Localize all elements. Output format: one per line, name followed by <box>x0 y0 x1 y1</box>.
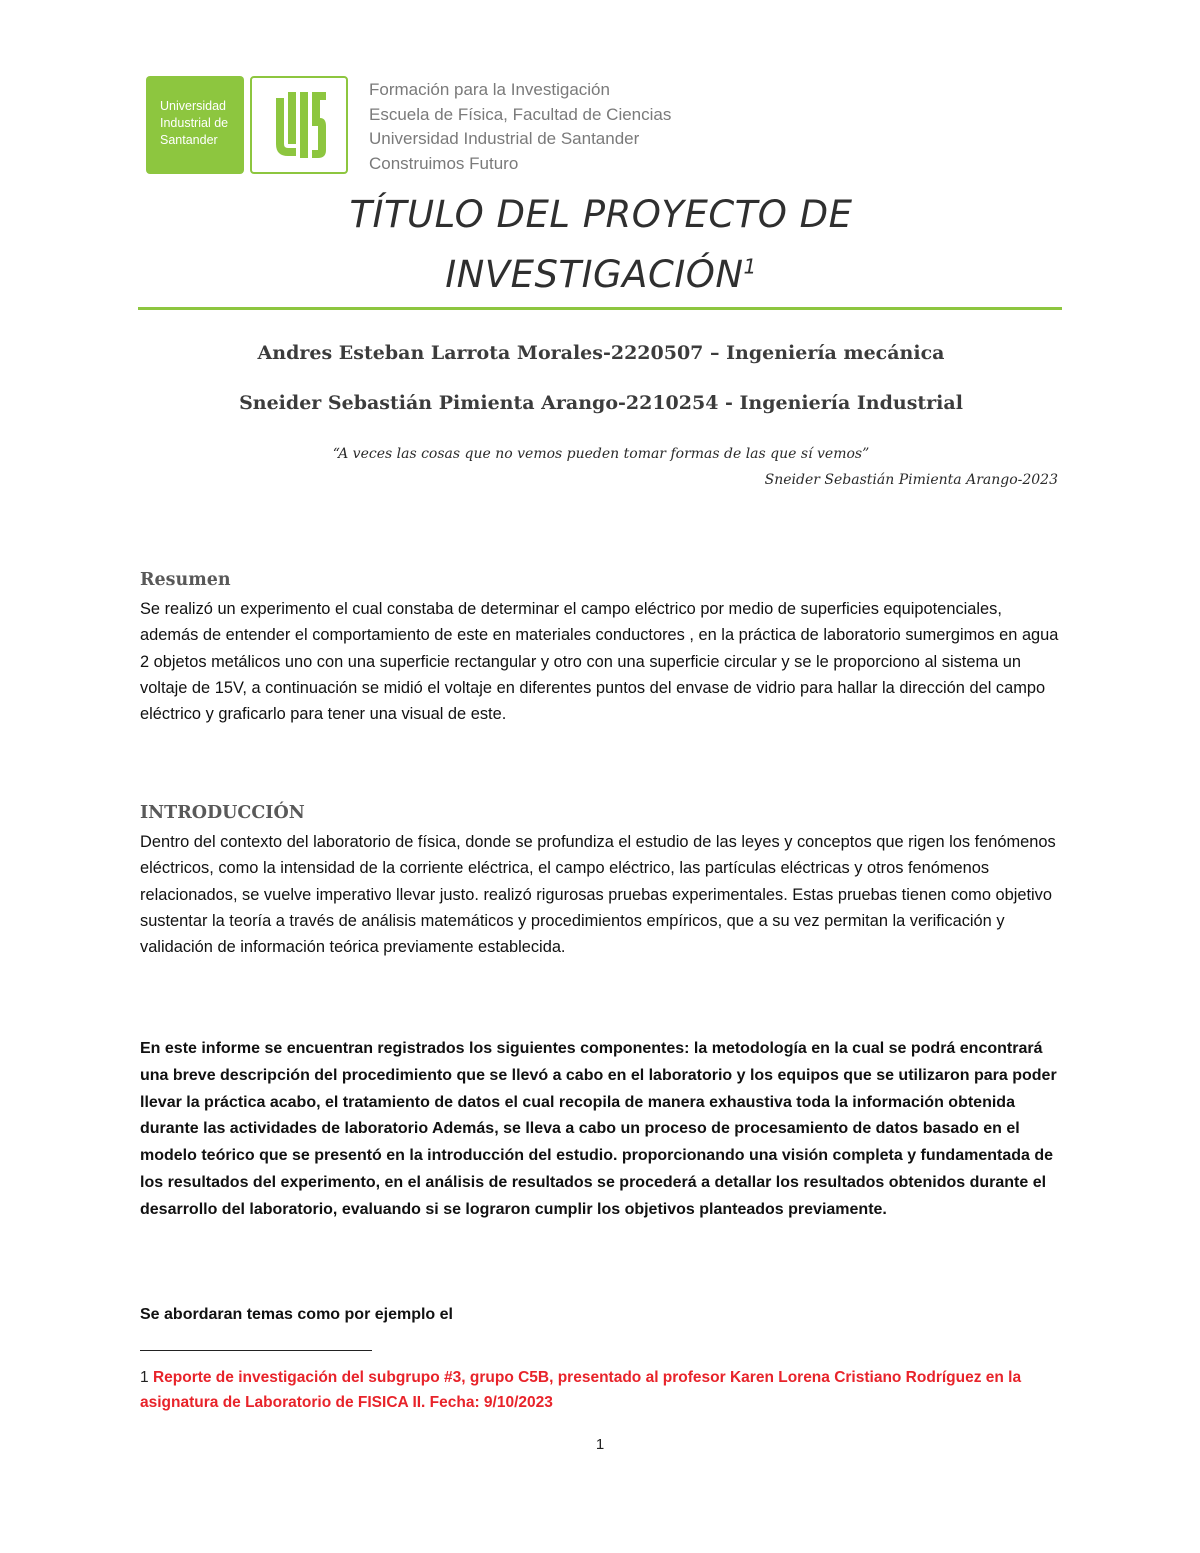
institution-line: Universidad Industrial de Santander <box>369 129 640 148</box>
components-paragraph: En este informe se encuentran registrados los siguientes componentes: la metodología en la cual se podrá encontrará una breve descripción del procedimiento que se llevó a cabo en el laboratorio y los equipos que se utilizaron para poder llevar la práctica acabo, el tratamiento de datos el cual recopila de manera exhaustiva toda la información obtenida durante las actividades de laboratorio Además, se lleva a cabo un proceso de procesamiento de datos basado en el modelo teórico que se presentó en la introducción del estudio. proporcionando una visión completa y fundamentada de los resultados del experimento, en el análisis de resultados se procederá a detallar los resultados obtenidos durante el desarrollo del laboratorio, evaluando si se lograron cumplir los objetivos planteados previamente. <box>140 1040 1057 1218</box>
title-line-2-text: INVESTIGACIÓN <box>445 253 744 296</box>
institution-line: Construimos Futuro <box>369 153 519 173</box>
document-title <box>140 185 1062 305</box>
topics-paragraph: Se abordaran temas como por ejemplo el <box>140 1306 453 1323</box>
author-2: Sneider Sebastián Pimienta Arango-2210254 - Ingeniería Industrial <box>239 392 963 414</box>
uis-logo-icon <box>250 76 348 174</box>
uis-monogram <box>252 78 346 172</box>
introduction-body: Dentro del contexto del laboratorio de física, donde se profundiza el estudio de las leyes y conceptos que rigen los fenómenos eléctricos, como la intensidad de la corriente eléctrica, el campo eléctrico, las partículas eléctricas y otros fenómenos relacionados, se vuelve imperativo llevar justo. realizó rigurosas pruebas experimentales. Estas pruebas tienen como objetivo sustentar la teoría a través de análisis matemáticos y procedimientos empíricos, que a su vez permitan la verificación y validación de información teórica previamente establecida. <box>140 833 1056 957</box>
logo-text-line: Santander <box>160 133 218 147</box>
university-logo <box>146 76 244 174</box>
epigraph-quote: “A veces las cosas que no vemos pueden tomar formas de las que sí vemos” <box>332 446 870 462</box>
title-line-1: TÍTULO DEL PROYECTO DE <box>349 193 853 236</box>
epigraph-attribution: Sneider Sebastián Pimienta Arango-2023 <box>764 472 1058 488</box>
logo-text-line: Universidad <box>160 99 227 113</box>
page-number: 1 <box>595 1436 605 1453</box>
institution-line: Formación para la Investigación <box>369 80 610 99</box>
abstract-heading: Resumen <box>140 570 231 590</box>
abstract-body: Se realizó un experimento el cual constaba de determinar el campo eléctrico por medio de superficies equipotenciales, además de entender el comportamiento de este en materiales conductores , en la práctica de laboratorio sumergimos en agua 2 objetos metálicos uno con una superficie rectangular y otro con una superficie circular y se le proporciono al sistema un voltaje de 15V, a continuación se midió el voltaje en diferentes puntos del envase de vidrio para hallar la dirección del campo eléctrico y graficarlo para tener una visual de este. <box>140 600 1059 724</box>
footnote-separator <box>140 1350 372 1351</box>
footnote-text: Reporte de investigación del subgrupo #3, grupo C5B, presentado al profesor Karen Lorena Cristiano Rodríguez en la asignatura de Laboratorio de FISICA II. Fecha: 9/10/2023 <box>140 1369 1022 1411</box>
institution-info <box>369 78 671 176</box>
logo-text-line: Industrial de <box>160 116 229 130</box>
title-divider <box>138 307 1062 310</box>
introduction-heading: INTRODUCCIÓN <box>140 803 305 823</box>
title-line-2 <box>140 245 1062 305</box>
footnote-number: 1 <box>140 1369 149 1386</box>
title-footnote-ref[interactable]: 1 <box>743 254 757 279</box>
institution-line: Escuela de Física, Facultad de Ciencias <box>369 104 672 124</box>
author-1: Andres Esteban Larrota Morales-2220507 – Ingeniería mecánica <box>257 342 945 364</box>
footnote <box>140 1365 1060 1415</box>
